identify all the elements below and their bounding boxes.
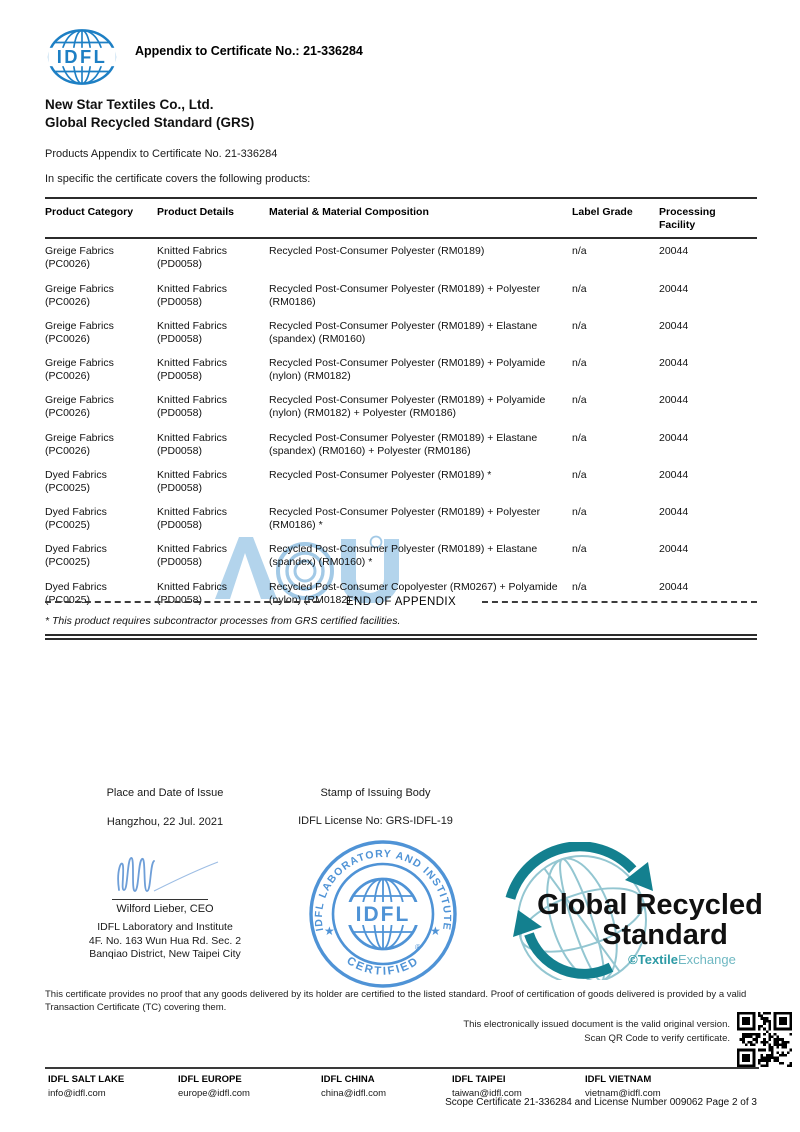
office-name: IDFL CHINA bbox=[321, 1074, 375, 1085]
idfl-certified-stamp-icon bbox=[307, 838, 459, 990]
cell-material: Recycled Post-Consumer Polyester (RM0189) * bbox=[269, 468, 492, 481]
cell-processing-facility: 20044 bbox=[659, 245, 689, 258]
office-contact bbox=[321, 1073, 452, 1101]
office-email: vietnam@idfl.com bbox=[585, 1087, 661, 1099]
cell-material: Recycled Post-Consumer Polyester (RM0189) + Polyamide (nylon) (RM0182) + Polyester (RM0186) bbox=[269, 394, 546, 420]
table-row bbox=[45, 463, 757, 500]
cell-label-grade: n/a bbox=[572, 282, 587, 295]
svg-text:©TextileExchange: ©TextileExchange bbox=[628, 952, 736, 967]
table-row bbox=[45, 277, 757, 314]
products-table bbox=[45, 197, 757, 640]
issuer-address-line1: 4F. No. 163 Wun Hua Rd. Sec. 2 bbox=[88, 934, 242, 947]
cell-product-details: Knitted Fabrics (PD0058) bbox=[157, 245, 228, 271]
cell-product-details: Knitted Fabrics (PD0058) bbox=[157, 543, 228, 569]
appendix-intro: In specific the certificate covers the following products: bbox=[45, 173, 311, 185]
end-of-appendix-label: END OF APPENDIX bbox=[345, 596, 457, 608]
page-header bbox=[45, 28, 363, 86]
office-name: IDFL EUROPE bbox=[178, 1074, 242, 1085]
cell-label-grade: n/a bbox=[572, 468, 587, 481]
svg-text:IDFL LABORATORY AND INSTITUTE: IDFL LABORATORY AND INSTITUTE bbox=[312, 847, 454, 933]
signature-rule bbox=[112, 899, 208, 900]
footer-rule bbox=[45, 1067, 759, 1069]
cell-label-grade: n/a bbox=[572, 431, 587, 444]
cell-product-category: Greige Fabrics (PC0026) bbox=[45, 357, 114, 383]
cell-product-details: Knitted Fabrics (PD0058) bbox=[157, 357, 228, 383]
office-email: china@idfl.com bbox=[321, 1087, 387, 1099]
office-name: IDFL SALT LAKE bbox=[48, 1074, 125, 1085]
dashed-line-right bbox=[482, 601, 757, 603]
end-of-appendix bbox=[45, 596, 757, 608]
svg-text:Standard: Standard bbox=[602, 919, 728, 951]
grs-logo-icon bbox=[482, 842, 767, 980]
cell-processing-facility: 20044 bbox=[659, 468, 689, 481]
svg-text:®: ® bbox=[415, 943, 421, 952]
issuer-address bbox=[45, 921, 285, 962]
cell-product-category: Greige Fabrics (PC0026) bbox=[45, 319, 114, 345]
svg-text:IDFL: IDFL bbox=[355, 903, 411, 926]
cell-product-details: Knitted Fabrics (PD0058) bbox=[157, 506, 228, 532]
cell-label-grade: n/a bbox=[572, 245, 587, 258]
table-row bbox=[45, 238, 757, 276]
cell-material: Recycled Post-Consumer Polyester (RM0189) + Polyester (RM0186) * bbox=[269, 506, 541, 532]
standard-name: Global Recycled Standard (GRS) bbox=[45, 115, 255, 131]
cell-processing-facility: 20044 bbox=[659, 357, 689, 369]
issuer-address-line2: Banqiao District, New Taipei City bbox=[89, 948, 241, 961]
cell-label-grade: n/a bbox=[572, 506, 587, 518]
svg-text:★: ★ bbox=[430, 924, 441, 938]
cell-processing-facility: 20044 bbox=[659, 431, 689, 444]
cell-label-grade: n/a bbox=[572, 394, 587, 407]
cell-product-category: Greige Fabrics (PC0026) bbox=[45, 282, 114, 308]
office-email: taiwan@idfl.com bbox=[452, 1087, 522, 1099]
scope-page-info: Scope Certificate 21-336284 and License Number 009062 Page 2 of 3 bbox=[445, 1097, 757, 1108]
cell-product-details: Knitted Fabrics (PD0058) bbox=[157, 319, 228, 345]
svg-text:★: ★ bbox=[324, 924, 335, 938]
cell-label-grade: n/a bbox=[572, 580, 587, 593]
appendix-subtitle: Products Appendix to Certificate No. 21-336284 bbox=[45, 148, 278, 160]
cell-product-category: Dyed Fabrics (PC0025) bbox=[45, 468, 107, 494]
qr-code bbox=[737, 1012, 792, 1067]
table-header-row bbox=[45, 198, 757, 238]
col-header-product-category: Product Category bbox=[45, 198, 157, 238]
col-header-processing-facility: Processing Facility bbox=[659, 198, 757, 238]
place-date-block bbox=[45, 787, 285, 828]
cell-material: Recycled Post-Consumer Polyester (RM0189) + Elastane (spandex) (RM0160) + Polyester (RM0186) bbox=[269, 431, 538, 457]
cell-product-details: Knitted Fabrics (PD0058) bbox=[157, 580, 228, 606]
cell-product-category: Dyed Fabrics (PC0025) bbox=[45, 580, 107, 606]
verify-line2: Scan QR Code to verify certificate. bbox=[584, 1033, 730, 1045]
cell-product-category: Dyed Fabrics (PC0025) bbox=[45, 506, 107, 532]
cell-processing-facility: 20044 bbox=[659, 282, 689, 295]
cell-processing-facility: 20044 bbox=[659, 394, 689, 407]
cell-label-grade: n/a bbox=[572, 357, 587, 369]
place-date-label: Place and Date of Issue bbox=[106, 787, 224, 799]
disclaimer-text: This certificate provides no proof that any goods delivered by its holder are certified to the listed standard. Proof of certification of goods delivered is provided by a valid Transaction Certificate (TC) covering them. bbox=[45, 989, 747, 1014]
office-email: info@idfl.com bbox=[48, 1087, 106, 1099]
company-name: New Star Textiles Co., Ltd. bbox=[45, 97, 214, 112]
stamp-block-labels bbox=[278, 787, 473, 827]
cell-processing-facility: 20044 bbox=[659, 319, 689, 332]
office-name: IDFL VIETNAM bbox=[585, 1074, 652, 1085]
cell-material: Recycled Post-Consumer Copolyester (RM0267) + Polyamide (nylon) (RM0182) * bbox=[269, 580, 558, 606]
place-date-value: Hangzhou, 22 Jul. 2021 bbox=[106, 816, 224, 828]
svg-text:IDFL: IDFL bbox=[56, 45, 108, 67]
table-row bbox=[45, 314, 757, 351]
table-footnote: * This product requires subcontractor processes from GRS certified facilities. bbox=[45, 614, 401, 627]
col-header-label-grade: Label Grade bbox=[572, 198, 659, 238]
office-name: IDFL TAIPEI bbox=[452, 1074, 506, 1085]
issuer-org: IDFL Laboratory and Institute bbox=[97, 921, 233, 933]
company-block bbox=[45, 96, 254, 132]
cell-product-category: Greige Fabrics (PC0026) bbox=[45, 245, 114, 271]
license-number: IDFL License No: GRS-IDFL-19 bbox=[298, 815, 453, 827]
signer-name: Wilford Lieber, CEO bbox=[116, 903, 214, 915]
cell-label-grade: n/a bbox=[572, 319, 587, 332]
stamp-label: Stamp of Issuing Body bbox=[320, 787, 431, 799]
cell-processing-facility: 20044 bbox=[659, 543, 689, 556]
office-email: europe@idfl.com bbox=[178, 1087, 250, 1099]
cell-material: Recycled Post-Consumer Polyester (RM0189) bbox=[269, 245, 485, 258]
dashed-line-left bbox=[45, 601, 320, 603]
office-contact bbox=[48, 1073, 178, 1101]
cell-material: Recycled Post-Consumer Polyester (RM0189) + Elastane (spandex) (RM0160) * bbox=[269, 543, 538, 569]
col-header-material: Material & Material Composition bbox=[269, 198, 572, 238]
cell-label-grade: n/a bbox=[572, 543, 587, 556]
cell-processing-facility: 20044 bbox=[659, 506, 689, 518]
cell-product-category: Dyed Fabrics (PC0025) bbox=[45, 543, 107, 569]
table-row bbox=[45, 388, 757, 425]
product-table-body bbox=[45, 238, 757, 612]
cell-product-details: Knitted Fabrics (PD0058) bbox=[157, 431, 228, 457]
cell-material: Recycled Post-Consumer Polyester (RM0189) + Elastane (spandex) (RM0160) bbox=[269, 319, 538, 345]
verify-line1: This electronically issued document is the valid original version. bbox=[463, 1019, 730, 1030]
svg-text:CERTIFIED: CERTIFIED bbox=[344, 954, 422, 978]
idfl-logo-icon bbox=[45, 28, 119, 86]
cell-product-category: Greige Fabrics (PC0026) bbox=[45, 394, 114, 420]
cell-material: Recycled Post-Consumer Polyester (RM0189) + Polyester (RM0186) bbox=[269, 282, 541, 308]
cell-product-details: Knitted Fabrics (PD0058) bbox=[157, 394, 228, 420]
table-bottom-rule bbox=[45, 634, 757, 640]
verify-note bbox=[463, 1018, 730, 1047]
cell-material: Recycled Post-Consumer Polyester (RM0189) + Polyamide (nylon) (RM0182) bbox=[269, 357, 546, 383]
page-title: Appendix to Certificate No.: 21-336284 bbox=[135, 44, 363, 58]
cell-product-details: Knitted Fabrics (PD0058) bbox=[157, 468, 228, 494]
col-header-product-details: Product Details bbox=[157, 198, 269, 238]
cell-processing-facility: 20044 bbox=[659, 580, 689, 593]
svg-text:Global Recycled: Global Recycled bbox=[537, 889, 763, 921]
table-row bbox=[45, 500, 757, 537]
table-row bbox=[45, 537, 757, 574]
table-row bbox=[45, 426, 757, 463]
cell-product-category: Greige Fabrics (PC0026) bbox=[45, 431, 114, 457]
signature-icon bbox=[112, 846, 222, 898]
office-contact bbox=[178, 1073, 321, 1101]
table-row bbox=[45, 351, 757, 388]
cell-product-details: Knitted Fabrics (PD0058) bbox=[157, 282, 228, 308]
